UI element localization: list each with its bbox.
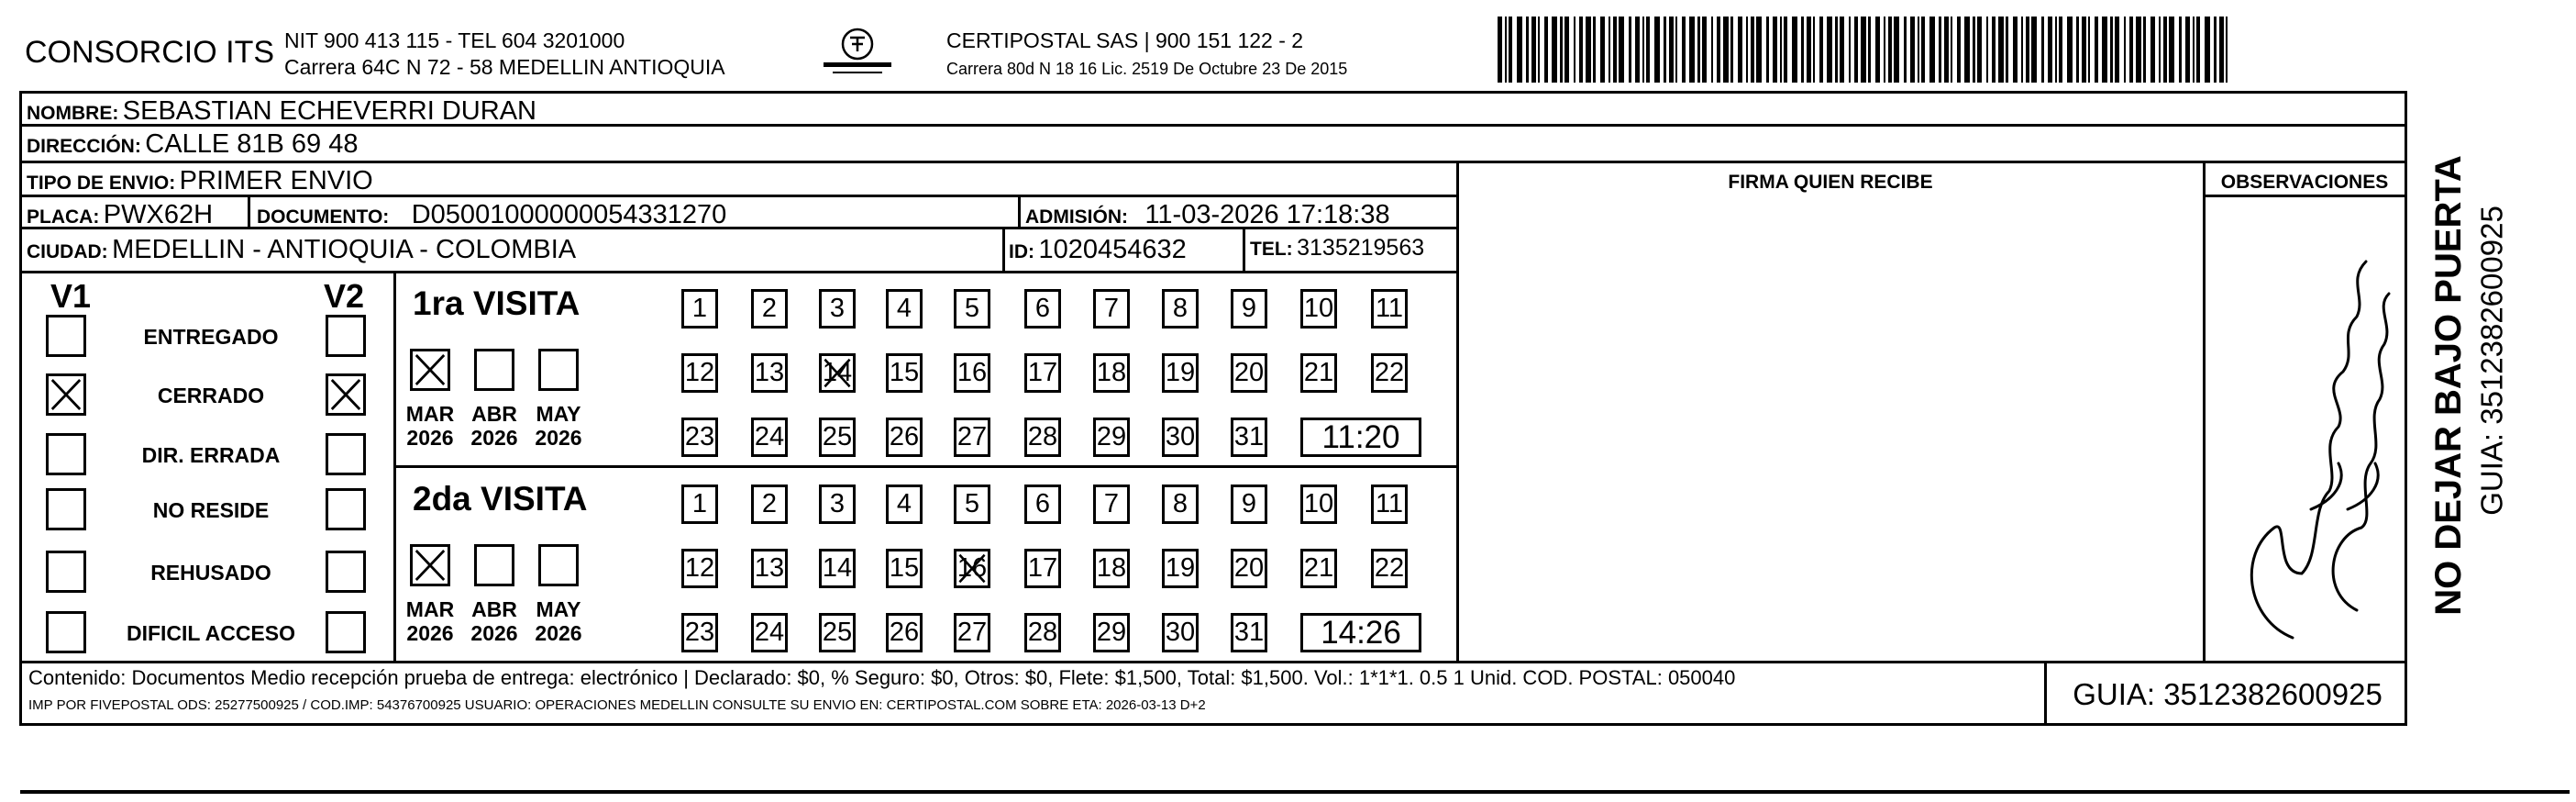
day-box[interactable]: 5 <box>954 289 990 329</box>
day-box[interactable]: 7 <box>1093 289 1130 329</box>
status-label: DIR. ERRADA <box>141 443 281 467</box>
visit-time: 11:20 <box>1300 418 1421 457</box>
ciudad-label: CIUDAD: <box>27 241 108 262</box>
v1-checkbox[interactable] <box>46 433 86 475</box>
v2-checkbox[interactable] <box>326 433 366 475</box>
v1-checkbox[interactable] <box>46 551 86 593</box>
day-box[interactable]: 13 <box>751 353 788 393</box>
year-label: 2026 <box>470 426 518 451</box>
year-label: 2026 <box>406 621 454 646</box>
v1-checkbox[interactable] <box>46 373 86 416</box>
month-label: ABR <box>471 597 517 621</box>
day-box[interactable]: 14 <box>819 549 856 588</box>
day-box[interactable]: 9 <box>1231 289 1267 329</box>
visit-title: 1ra VISITA <box>413 284 580 322</box>
day-box[interactable]: 9 <box>1231 485 1267 524</box>
day-box[interactable]: 27 <box>954 418 990 457</box>
day-box[interactable]: 23 <box>681 418 718 457</box>
day-box[interactable]: 4 <box>886 289 923 329</box>
day-box[interactable]: 1 <box>681 485 718 524</box>
day-box[interactable]: 10 <box>1300 289 1337 329</box>
day-box[interactable]: 2 <box>751 289 788 329</box>
day-box[interactable]: 8 <box>1162 485 1199 524</box>
day-box[interactable]: 25 <box>819 613 856 652</box>
day-box[interactable]: 12 <box>681 353 718 393</box>
day-box[interactable]: 6 <box>1024 485 1061 524</box>
tel-value: 3135219563 <box>1297 235 1425 261</box>
day-box[interactable]: 6 <box>1024 289 1061 329</box>
side-guia: GUIA: 3512382600925 <box>2474 206 2509 516</box>
barcode <box>1498 17 2229 83</box>
day-box[interactable]: 17 <box>1024 549 1061 588</box>
company-nit: NIT 900 413 115 - TEL 604 3201000 <box>284 28 625 52</box>
day-box[interactable]: 16 <box>954 353 990 393</box>
month-label: MAR <box>405 402 455 426</box>
month-checkbox[interactable] <box>474 544 514 586</box>
month-checkbox[interactable] <box>538 544 579 586</box>
day-box[interactable]: 26 <box>886 613 923 652</box>
month-checkbox[interactable] <box>538 349 579 391</box>
day-box[interactable]: 31 <box>1231 613 1267 652</box>
status-label: ENTREGADO <box>143 325 279 349</box>
day-box[interactable]: 10 <box>1300 485 1337 524</box>
no-dejar-bajo-puerta: NO DEJAR BAJO PUERTA <box>2428 155 2469 616</box>
month-label: MAY <box>536 597 581 621</box>
status-label: REHUSADO <box>150 561 271 585</box>
day-box[interactable]: 18 <box>1093 549 1130 588</box>
month-checkbox[interactable] <box>410 544 450 586</box>
year-label: 2026 <box>406 426 454 451</box>
day-box[interactable]: 11 <box>1371 289 1408 329</box>
day-box[interactable]: 24 <box>751 613 788 652</box>
firma-label: FIRMA QUIEN RECIBE <box>1728 172 1933 193</box>
bottom-separator <box>20 790 2570 794</box>
day-box[interactable]: 26 <box>886 418 923 457</box>
day-box[interactable]: 14 <box>819 353 856 393</box>
day-box[interactable]: 19 <box>1162 353 1199 393</box>
v1-checkbox[interactable] <box>46 611 86 653</box>
v1-label: V1 <box>50 277 92 315</box>
v1-checkbox[interactable] <box>46 315 86 357</box>
footer-imp: IMP POR FIVEPOSTAL ODS: 25277500925 / COD.IMP: 54376700925 USUARIO: OPERACIONES MEDELLIN CONSULTE SU ENVIO EN: CERTIPOSTAL.COM SOBRE ETA: 2026-03-13 D+2 <box>28 697 1206 713</box>
day-box[interactable]: 12 <box>681 549 718 588</box>
placa-label: PLACA: <box>27 206 100 228</box>
observaciones-label: OBSERVACIONES <box>2220 172 2389 193</box>
day-box[interactable]: 13 <box>751 549 788 588</box>
month-label: MAY <box>536 402 581 426</box>
courier-name: CERTIPOSTAL SAS | 900 151 122 - 2 <box>946 28 1304 52</box>
year-label: 2026 <box>535 426 582 451</box>
day-box[interactable]: 29 <box>1093 613 1130 652</box>
day-box[interactable]: 27 <box>954 613 990 652</box>
day-box[interactable]: 23 <box>681 613 718 652</box>
month-label: MAR <box>405 597 455 621</box>
day-box[interactable]: 2 <box>751 485 788 524</box>
documento-label: DOCUMENTO: <box>257 206 390 228</box>
day-box[interactable]: 3 <box>819 289 856 329</box>
v2-checkbox[interactable] <box>326 611 366 653</box>
day-box[interactable]: 1 <box>681 289 718 329</box>
footer-contenido: Contenido: Documentos Medio recepción prueba de entrega: electrónico | Declarado: $0, % Seguro: $0, Otros: $0, Flete: $1,500, Total: $1,500. Vol.: 1*1*1. 0.5 1 Unid. COD. POSTAL: 050040 <box>28 666 1736 689</box>
month-label: ABR <box>471 402 517 426</box>
year-label: 2026 <box>470 621 518 646</box>
day-box[interactable]: 28 <box>1024 418 1061 457</box>
v1-checkbox[interactable] <box>46 488 86 530</box>
tipo-envio-label: TIPO DE ENVIO: <box>27 173 176 194</box>
day-box[interactable]: 20 <box>1231 549 1267 588</box>
visit-time: 14:26 <box>1300 613 1421 652</box>
admision-label: ADMISIÓN: <box>1025 206 1128 228</box>
ciudad-value: MEDELLIN - ANTIOQUIA - COLOMBIA <box>112 235 577 264</box>
day-box[interactable]: 7 <box>1093 485 1130 524</box>
status-label: CERRADO <box>157 384 265 407</box>
day-box[interactable]: 19 <box>1162 549 1199 588</box>
v2-checkbox[interactable] <box>326 551 366 593</box>
id-value: 1020454632 <box>1038 235 1187 264</box>
day-box[interactable]: 21 <box>1300 549 1337 588</box>
day-box[interactable]: 22 <box>1371 353 1408 393</box>
company-address: Carrera 64C N 72 - 58 MEDELLIN ANTIOQUIA <box>284 55 725 79</box>
company-name: CONSORCIO ITS <box>25 35 275 70</box>
day-box[interactable]: 17 <box>1024 353 1061 393</box>
footer-guia: GUIA: 3512382600925 <box>2073 677 2383 711</box>
documento-value: D05001000000054331270 <box>411 200 727 229</box>
day-box[interactable]: 24 <box>751 418 788 457</box>
tipo-envio-value: PRIMER ENVIO <box>179 166 373 195</box>
direccion-value: CALLE 81B 69 48 <box>145 129 359 159</box>
nombre-value: SEBASTIAN ECHEVERRI DURAN <box>122 96 536 126</box>
day-box[interactable]: 31 <box>1231 418 1267 457</box>
day-box[interactable]: 20 <box>1231 353 1267 393</box>
day-box[interactable]: 21 <box>1300 353 1337 393</box>
month-checkbox[interactable] <box>474 349 514 391</box>
day-box[interactable]: 5 <box>954 485 990 524</box>
day-box[interactable]: 29 <box>1093 418 1130 457</box>
day-box[interactable]: 3 <box>819 485 856 524</box>
day-box[interactable]: 18 <box>1093 353 1130 393</box>
day-box[interactable]: 16 <box>954 549 990 588</box>
day-box[interactable]: 15 <box>886 353 923 393</box>
day-box[interactable]: 15 <box>886 549 923 588</box>
day-box[interactable]: 4 <box>886 485 923 524</box>
id-label: ID: <box>1009 241 1034 262</box>
status-label: NO RESIDE <box>152 498 270 522</box>
month-checkbox[interactable] <box>410 349 450 391</box>
status-label: DIFICIL ACCESO <box>126 621 295 645</box>
day-box[interactable]: 11 <box>1371 485 1408 524</box>
courier-license: Carrera 80d N 18 16 Lic. 2519 De Octubre 23 De 2015 <box>946 60 1348 78</box>
visit-title: 2da VISITA <box>413 480 588 518</box>
direccion-label: DIRECCIÓN: <box>27 136 141 157</box>
admision-value: 11-03-2026 17:18:38 <box>1144 200 1390 229</box>
v2-label: V2 <box>324 277 365 315</box>
signature <box>2210 206 2403 656</box>
day-box[interactable]: 30 <box>1162 613 1199 652</box>
certipostal-logo <box>816 26 899 79</box>
year-label: 2026 <box>535 621 582 646</box>
tel-label: TEL: <box>1250 239 1293 260</box>
day-box[interactable]: 22 <box>1371 549 1408 588</box>
v2-checkbox[interactable] <box>326 488 366 530</box>
day-box[interactable]: 28 <box>1024 613 1061 652</box>
v2-checkbox[interactable] <box>326 315 366 357</box>
day-box[interactable]: 25 <box>819 418 856 457</box>
day-box[interactable]: 30 <box>1162 418 1199 457</box>
v2-checkbox[interactable] <box>326 373 366 416</box>
placa-value: PWX62H <box>103 200 214 229</box>
day-box[interactable]: 8 <box>1162 289 1199 329</box>
nombre-label: NOMBRE: <box>27 103 119 124</box>
